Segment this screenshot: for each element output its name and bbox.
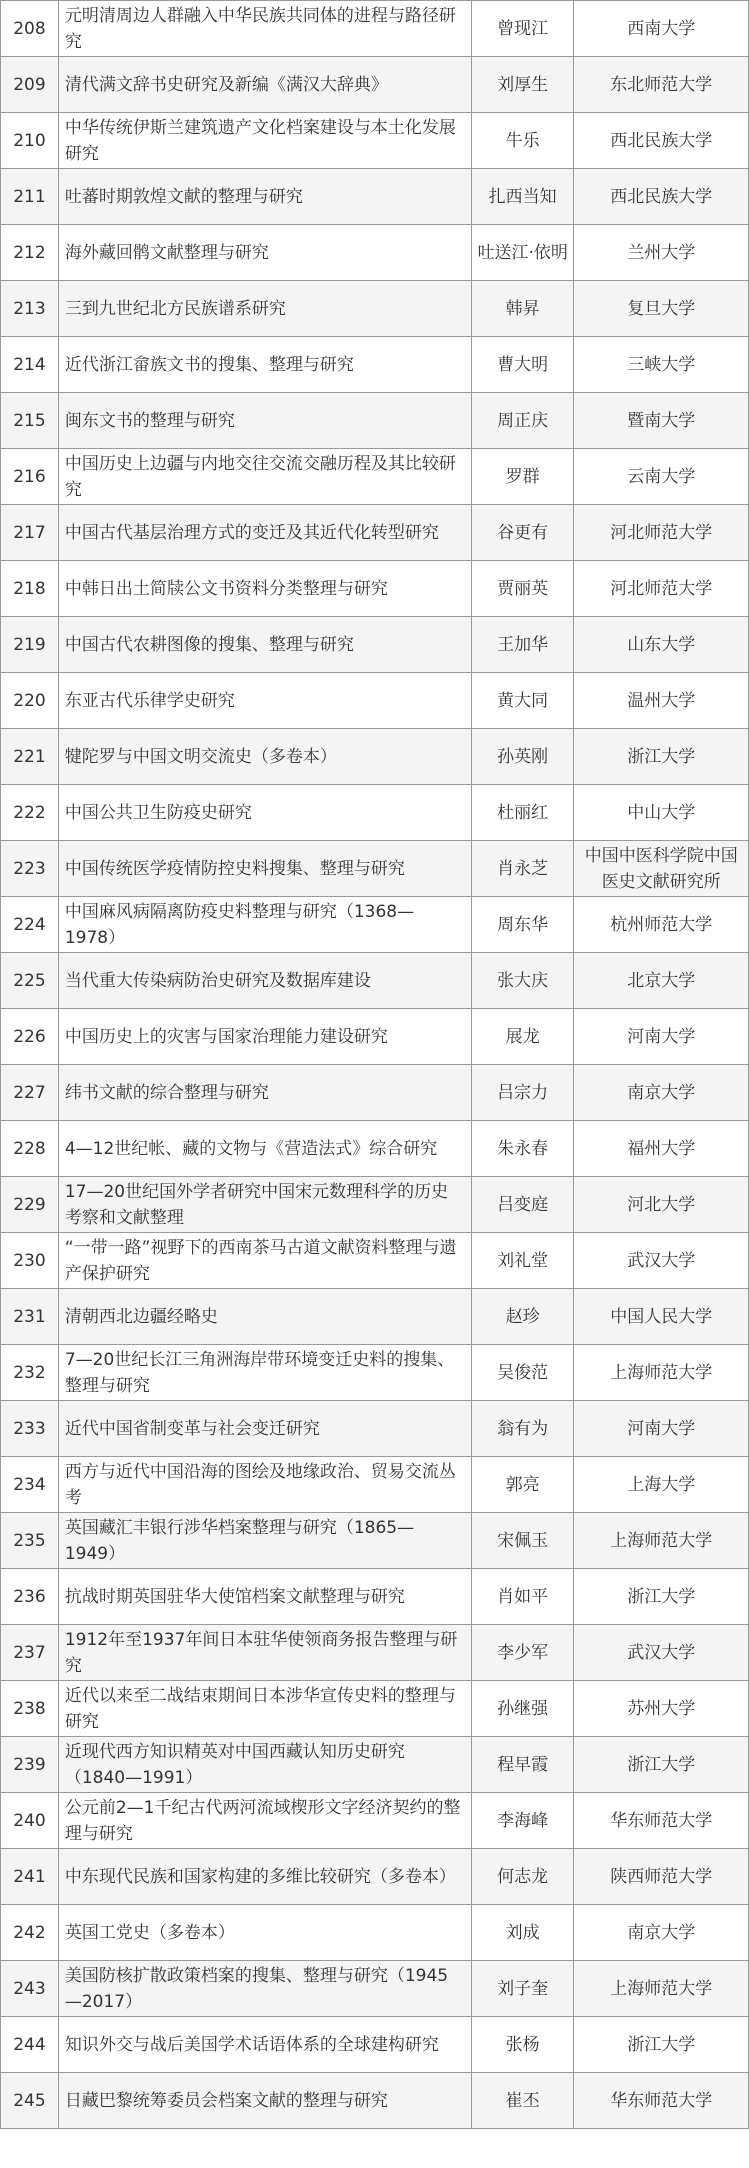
- project-title: 美国防核扩散政策档案的搜集、整理与研究（1945—2017）: [58, 1961, 471, 2017]
- table-row: [1, 1625, 749, 1681]
- row-number: 220: [1, 673, 59, 729]
- row-number: 236: [1, 1569, 59, 1625]
- row-number: 224: [1, 897, 59, 953]
- institution: 北京大学: [574, 953, 749, 1009]
- project-title: 知识外交与战后美国学术话语体系的全球建构研究: [58, 2017, 471, 2073]
- project-title: 中华传统伊斯兰建筑遗产文化档案建设与本土化发展研究: [58, 113, 471, 169]
- institution: 兰州大学: [574, 225, 749, 281]
- row-number: 243: [1, 1961, 59, 2017]
- row-number: 213: [1, 281, 59, 337]
- principal-investigator: 杜丽红: [471, 785, 574, 841]
- row-number: 216: [1, 449, 59, 505]
- row-number: 212: [1, 225, 59, 281]
- project-title: 7—20世纪长江三角洲海岸带环境变迁史料的搜集、整理与研究: [58, 1345, 471, 1401]
- project-title: 近代浙江畲族文书的搜集、整理与研究: [58, 337, 471, 393]
- institution: 上海师范大学: [574, 1345, 749, 1401]
- project-title: 当代重大传染病防治史研究及数据库建设: [58, 953, 471, 1009]
- principal-investigator: 程早霞: [471, 1737, 574, 1793]
- project-title: 元明清周边人群融入中华民族共同体的进程与路径研究: [58, 1, 471, 57]
- institution: 河南大学: [574, 1009, 749, 1065]
- institution: 山东大学: [574, 617, 749, 673]
- project-title: 抗战时期英国驻华大使馆档案文献整理与研究: [58, 1569, 471, 1625]
- institution: 上海师范大学: [574, 1961, 749, 2017]
- table-row: [1, 393, 749, 449]
- row-number: 228: [1, 1121, 59, 1177]
- row-number: 237: [1, 1625, 59, 1681]
- table-row: [1, 337, 749, 393]
- principal-investigator: 黄大同: [471, 673, 574, 729]
- institution: 浙江大学: [574, 1737, 749, 1793]
- table-row: [1, 2073, 749, 2129]
- table-row: [1, 1513, 749, 1569]
- table-row: [1, 1849, 749, 1905]
- project-title: “一带一路”视野下的西南茶马古道文献资料整理与遗产保护研究: [58, 1233, 471, 1289]
- principal-investigator: 周东华: [471, 897, 574, 953]
- row-number: 235: [1, 1513, 59, 1569]
- principal-investigator: 张杨: [471, 2017, 574, 2073]
- institution: 浙江大学: [574, 1569, 749, 1625]
- row-number: 232: [1, 1345, 59, 1401]
- institution: 浙江大学: [574, 2017, 749, 2073]
- table-row: [1, 449, 749, 505]
- project-table-body: [1, 1, 749, 2129]
- institution: 复旦大学: [574, 281, 749, 337]
- project-title: 中国古代农耕图像的搜集、整理与研究: [58, 617, 471, 673]
- principal-investigator: 宋佩玉: [471, 1513, 574, 1569]
- project-title: 近代中国省制变革与社会变迁研究: [58, 1401, 471, 1457]
- row-number: 219: [1, 617, 59, 673]
- table-row: [1, 1345, 749, 1401]
- table-row: [1, 1961, 749, 2017]
- project-title: 中国历史上边疆与内地交往交流交融历程及其比较研究: [58, 449, 471, 505]
- project-title: 近代以来至二战结束期间日本涉华宣传史料的整理与研究: [58, 1681, 471, 1737]
- institution: 中国中医科学院中国医史文献研究所: [574, 841, 749, 897]
- project-title: 纬书文献的综合整理与研究: [58, 1065, 471, 1121]
- institution: 温州大学: [574, 673, 749, 729]
- row-number: 241: [1, 1849, 59, 1905]
- project-title: 三到九世纪北方民族谱系研究: [58, 281, 471, 337]
- table-row: [1, 505, 749, 561]
- institution: 西北民族大学: [574, 113, 749, 169]
- principal-investigator: 王加华: [471, 617, 574, 673]
- row-number: 244: [1, 2017, 59, 2073]
- project-title: 中国公共卫生防疫史研究: [58, 785, 471, 841]
- table-row: [1, 1177, 749, 1233]
- institution: 苏州大学: [574, 1681, 749, 1737]
- principal-investigator: 罗群: [471, 449, 574, 505]
- institution: 中国人民大学: [574, 1289, 749, 1345]
- table-row: [1, 953, 749, 1009]
- project-title: 中国麻风病隔离防疫史料整理与研究（1368—1978）: [58, 897, 471, 953]
- principal-investigator: 吐送江·依明: [471, 225, 574, 281]
- project-title: 闽东文书的整理与研究: [58, 393, 471, 449]
- institution: 武汉大学: [574, 1233, 749, 1289]
- principal-investigator: 曹大明: [471, 337, 574, 393]
- row-number: 218: [1, 561, 59, 617]
- principal-investigator: 扎西当知: [471, 169, 574, 225]
- principal-investigator: 周正庆: [471, 393, 574, 449]
- principal-investigator: 张大庆: [471, 953, 574, 1009]
- principal-investigator: 李海峰: [471, 1793, 574, 1849]
- table-row: [1, 897, 749, 953]
- principal-investigator: 展龙: [471, 1009, 574, 1065]
- table-row: [1, 1065, 749, 1121]
- row-number: 214: [1, 337, 59, 393]
- table-row: [1, 1233, 749, 1289]
- table-row: [1, 281, 749, 337]
- row-number: 238: [1, 1681, 59, 1737]
- project-title: 东亚古代乐律学史研究: [58, 673, 471, 729]
- principal-investigator: 贾丽英: [471, 561, 574, 617]
- institution: 福州大学: [574, 1121, 749, 1177]
- principal-investigator: 牛乐: [471, 113, 574, 169]
- project-title: 中国历史上的灾害与国家治理能力建设研究: [58, 1009, 471, 1065]
- principal-investigator: 刘礼堂: [471, 1233, 574, 1289]
- row-number: 230: [1, 1233, 59, 1289]
- principal-investigator: 吴俊范: [471, 1345, 574, 1401]
- table-row: [1, 113, 749, 169]
- table-row: [1, 1289, 749, 1345]
- table-row: [1, 1569, 749, 1625]
- project-title: 清代满文辞书史研究及新编《满汉大辞典》: [58, 57, 471, 113]
- project-title: 中国古代基层治理方式的变迁及其近代化转型研究: [58, 505, 471, 561]
- row-number: 234: [1, 1457, 59, 1513]
- row-number: 217: [1, 505, 59, 561]
- row-number: 231: [1, 1289, 59, 1345]
- table-row: [1, 225, 749, 281]
- table-row: [1, 729, 749, 785]
- principal-investigator: 吕变庭: [471, 1177, 574, 1233]
- table-row: [1, 617, 749, 673]
- row-number: 227: [1, 1065, 59, 1121]
- institution: 杭州师范大学: [574, 897, 749, 953]
- principal-investigator: 孙继强: [471, 1681, 574, 1737]
- project-title: 中东现代民族和国家构建的多维比较研究（多卷本）: [58, 1849, 471, 1905]
- institution: 西南大学: [574, 1, 749, 57]
- row-number: 239: [1, 1737, 59, 1793]
- institution: 河北师范大学: [574, 561, 749, 617]
- project-title: 公元前2—1千纪古代两河流域楔形文字经济契约的整理与研究: [58, 1793, 471, 1849]
- row-number: 233: [1, 1401, 59, 1457]
- principal-investigator: 吕宗力: [471, 1065, 574, 1121]
- principal-investigator: 刘子奎: [471, 1961, 574, 2017]
- table-row: [1, 561, 749, 617]
- principal-investigator: 何志龙: [471, 1849, 574, 1905]
- principal-investigator: 崔丕: [471, 2073, 574, 2129]
- row-number: 222: [1, 785, 59, 841]
- table-row: [1, 673, 749, 729]
- institution: 华东师范大学: [574, 2073, 749, 2129]
- institution: 南京大学: [574, 1065, 749, 1121]
- institution: 暨南大学: [574, 393, 749, 449]
- row-number: 240: [1, 1793, 59, 1849]
- table-row: [1, 1681, 749, 1737]
- principal-investigator: 曾现江: [471, 1, 574, 57]
- institution: 武汉大学: [574, 1625, 749, 1681]
- table-row: [1, 1737, 749, 1793]
- principal-investigator: 刘成: [471, 1905, 574, 1961]
- row-number: 225: [1, 953, 59, 1009]
- table-row: [1, 169, 749, 225]
- institution: 西北民族大学: [574, 169, 749, 225]
- principal-investigator: 赵珍: [471, 1289, 574, 1345]
- principal-investigator: 肖如平: [471, 1569, 574, 1625]
- row-number: 245: [1, 2073, 59, 2129]
- institution: 上海大学: [574, 1457, 749, 1513]
- project-title: 英国藏汇丰银行涉华档案整理与研究（1865—1949）: [58, 1513, 471, 1569]
- row-number: 210: [1, 113, 59, 169]
- row-number: 208: [1, 1, 59, 57]
- project-title: 清朝西北边疆经略史: [58, 1289, 471, 1345]
- table-row: [1, 1, 749, 57]
- table-row: [1, 1457, 749, 1513]
- table-row: [1, 785, 749, 841]
- institution: 南京大学: [574, 1905, 749, 1961]
- row-number: 229: [1, 1177, 59, 1233]
- institution: 三峡大学: [574, 337, 749, 393]
- table-row: [1, 57, 749, 113]
- institution: 上海师范大学: [574, 1513, 749, 1569]
- project-title: 吐蕃时期敦煌文献的整理与研究: [58, 169, 471, 225]
- row-number: 211: [1, 169, 59, 225]
- project-title: 1912年至1937年间日本驻华使领商务报告整理与研究: [58, 1625, 471, 1681]
- principal-investigator: 刘厚生: [471, 57, 574, 113]
- institution: 华东师范大学: [574, 1793, 749, 1849]
- institution: 浙江大学: [574, 729, 749, 785]
- principal-investigator: 韩昇: [471, 281, 574, 337]
- institution: 中山大学: [574, 785, 749, 841]
- principal-investigator: 李少军: [471, 1625, 574, 1681]
- table-row: [1, 1401, 749, 1457]
- principal-investigator: 翁有为: [471, 1401, 574, 1457]
- row-number: 226: [1, 1009, 59, 1065]
- institution: 河北大学: [574, 1177, 749, 1233]
- project-title: 海外藏回鹘文献整理与研究: [58, 225, 471, 281]
- project-title: 中国传统医学疫情防控史料搜集、整理与研究: [58, 841, 471, 897]
- project-title: 西方与近代中国沿海的图绘及地缘政治、贸易交流丛考: [58, 1457, 471, 1513]
- principal-investigator: 郭亮: [471, 1457, 574, 1513]
- institution: 河北师范大学: [574, 505, 749, 561]
- row-number: 209: [1, 57, 59, 113]
- principal-investigator: 肖永芝: [471, 841, 574, 897]
- institution: 陕西师范大学: [574, 1849, 749, 1905]
- row-number: 242: [1, 1905, 59, 1961]
- project-title: 日藏巴黎统筹委员会档案文献的整理与研究: [58, 2073, 471, 2129]
- project-title: 近现代西方知识精英对中国西藏认知历史研究（1840—1991）: [58, 1737, 471, 1793]
- project-title: 中韩日出土简牍公文书资料分类整理与研究: [58, 561, 471, 617]
- table-row: [1, 1009, 749, 1065]
- project-title: 犍陀罗与中国文明交流史（多卷本）: [58, 729, 471, 785]
- row-number: 215: [1, 393, 59, 449]
- table-row: [1, 1793, 749, 1849]
- principal-investigator: 朱永春: [471, 1121, 574, 1177]
- table-row: [1, 2017, 749, 2073]
- table-row: [1, 841, 749, 897]
- project-title: 4—12世纪帐、藏的文物与《营造法式》综合研究: [58, 1121, 471, 1177]
- institution: 河南大学: [574, 1401, 749, 1457]
- table-row: [1, 1121, 749, 1177]
- project-title: 17—20世纪国外学者研究中国宋元数理科学的历史考察和文献整理: [58, 1177, 471, 1233]
- row-number: 221: [1, 729, 59, 785]
- principal-investigator: 孙英刚: [471, 729, 574, 785]
- principal-investigator: 谷更有: [471, 505, 574, 561]
- institution: 东北师范大学: [574, 57, 749, 113]
- institution: 云南大学: [574, 449, 749, 505]
- project-title: 英国工党史（多卷本）: [58, 1905, 471, 1961]
- table-row: [1, 1905, 749, 1961]
- row-number: 223: [1, 841, 59, 897]
